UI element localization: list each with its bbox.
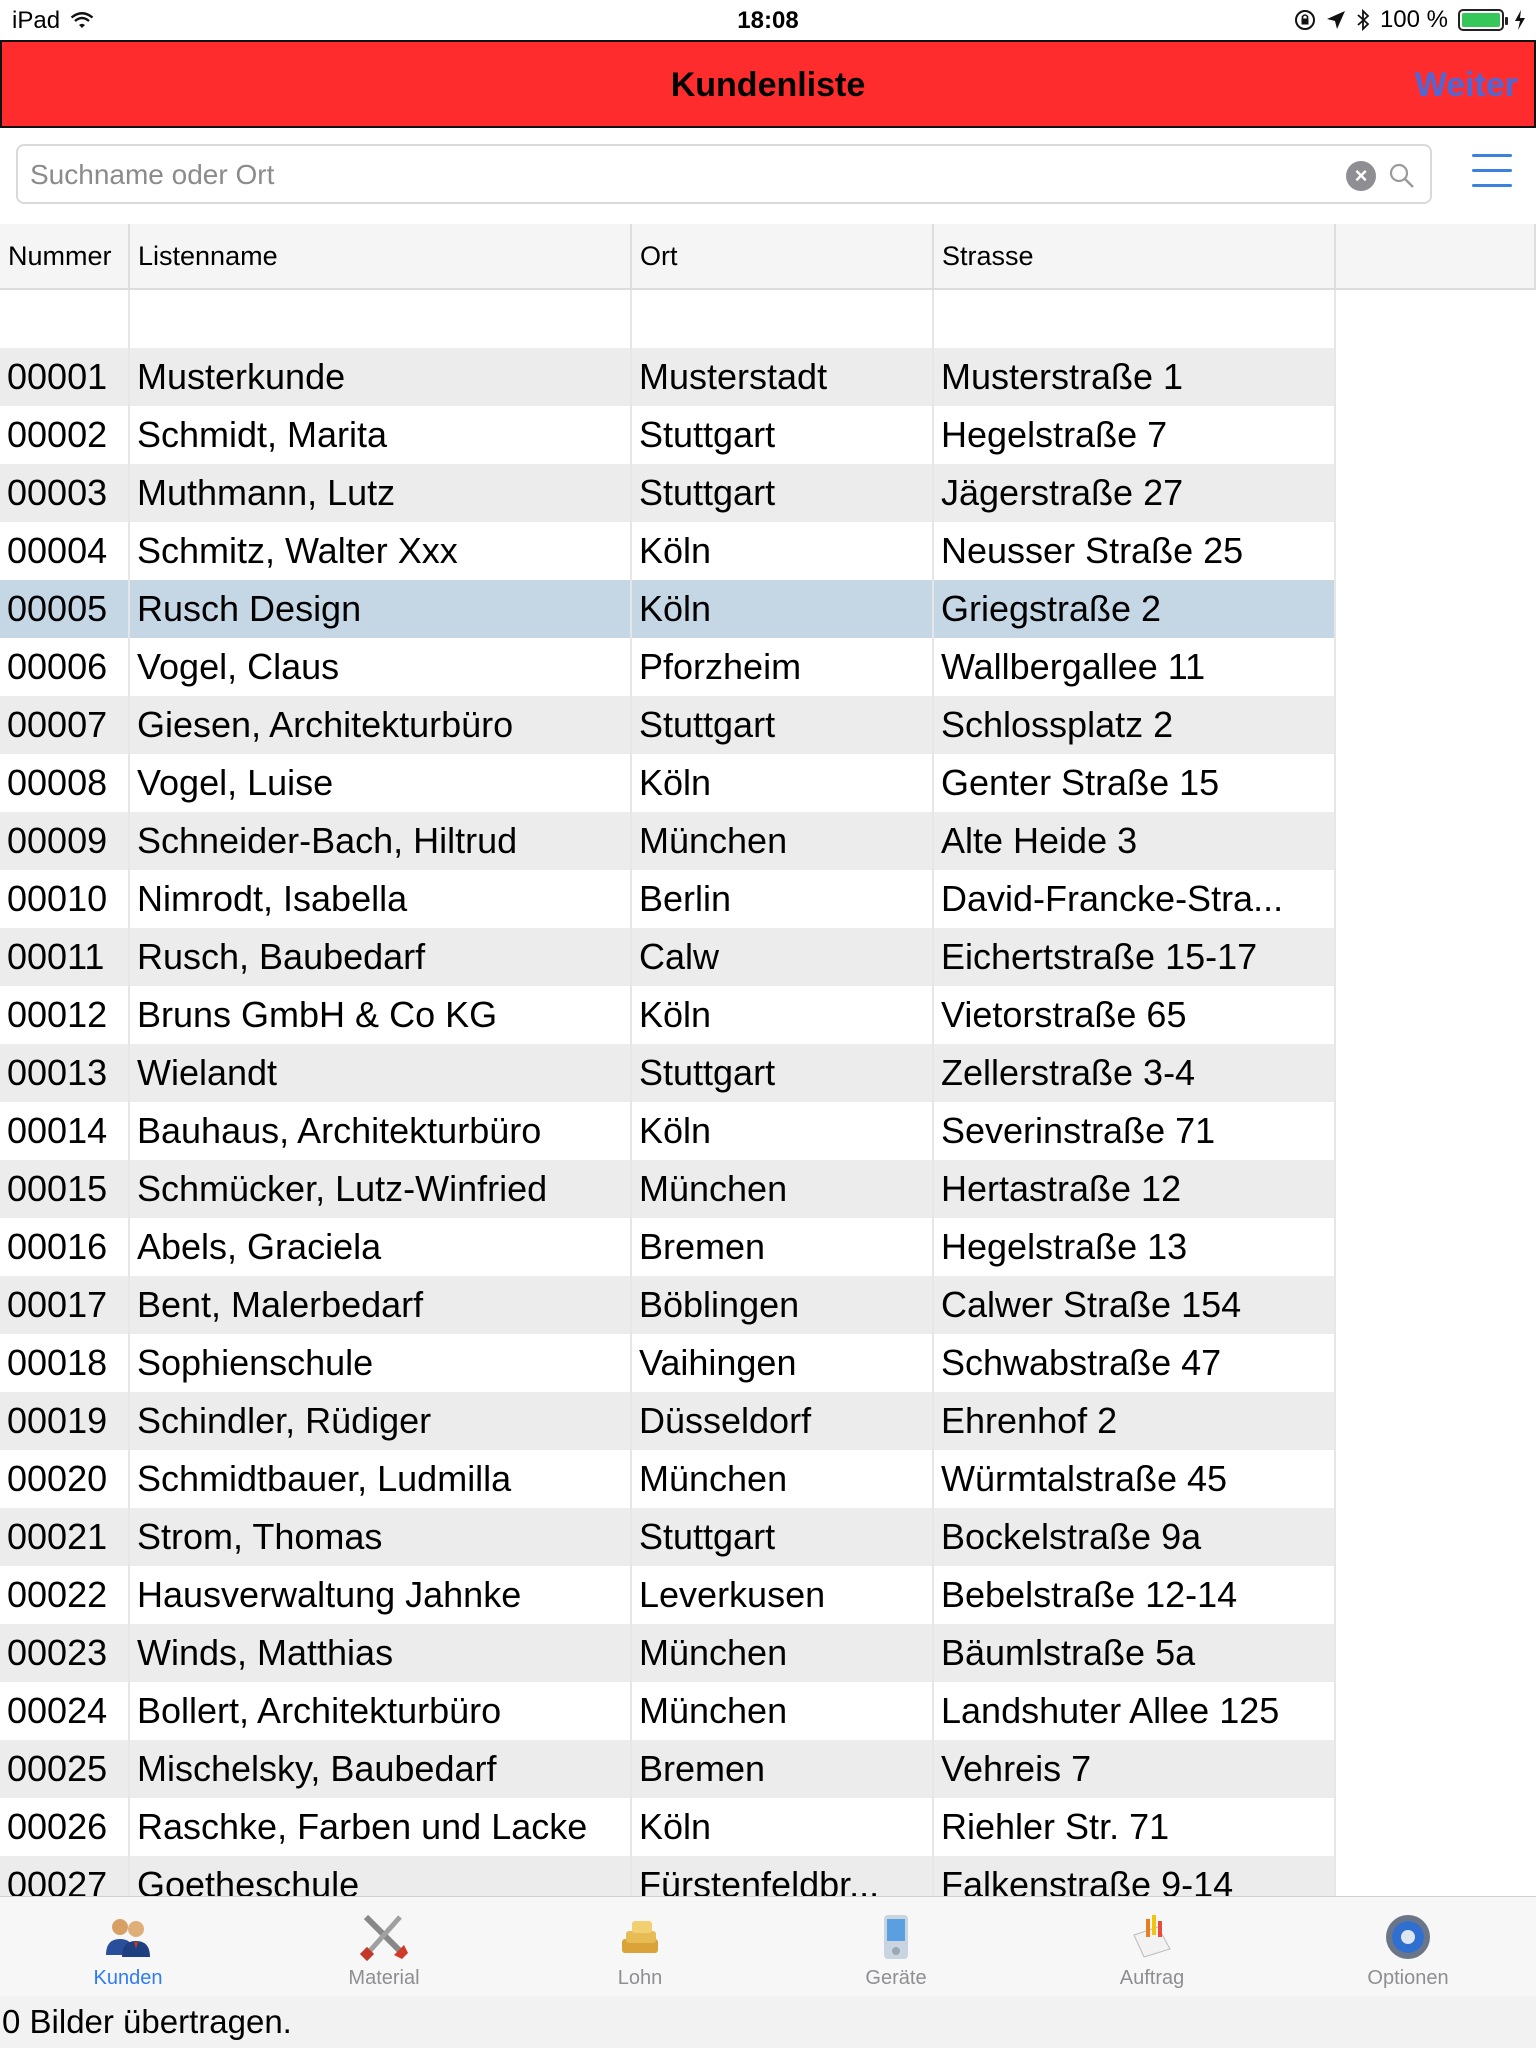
cell-listenname: Bollert, Architekturbüro: [130, 1682, 632, 1740]
cell-nummer: 00008: [0, 754, 130, 812]
cell-listenname: Raschke, Farben und Lacke: [130, 1798, 632, 1856]
header-empty: [1336, 224, 1536, 288]
table-row[interactable]: [0, 522, 1336, 580]
table-row[interactable]: [0, 928, 1336, 986]
cell-strasse: Neusser Straße 25: [934, 522, 1336, 580]
table-row[interactable]: [0, 1450, 1336, 1508]
cell-strasse: Griegstraße 2: [934, 580, 1336, 638]
cell-strasse: Hertastraße 12: [934, 1160, 1336, 1218]
cell-ort: Stuttgart: [632, 696, 934, 754]
table-row[interactable]: [0, 812, 1336, 870]
cell-strasse: Landshuter Allee 125: [934, 1682, 1336, 1740]
cell-nummer: 00006: [0, 638, 130, 696]
tab-label: Kunden: [93, 1967, 163, 1989]
tab-bar: [0, 1896, 1536, 1996]
cell-strasse: Jägerstraße 27: [934, 464, 1336, 522]
device-name: iPad: [12, 7, 61, 34]
device-icon: [868, 1909, 924, 1965]
table-row[interactable]: [0, 580, 1336, 638]
table-row[interactable]: [0, 696, 1336, 754]
cell-strasse: Genter Straße 15: [934, 754, 1336, 812]
cell-strasse: Zellerstraße 3-4: [934, 1044, 1336, 1102]
location-icon: [1326, 10, 1346, 30]
options-icon: [1380, 1909, 1436, 1965]
cell-listenname: Bauhaus, Architekturbüro: [130, 1102, 632, 1160]
order-icon: [1124, 1909, 1180, 1965]
cell-nummer: 00021: [0, 1508, 130, 1566]
cell-strasse: Bebelstraße 12-14: [934, 1566, 1336, 1624]
cell-ort: Stuttgart: [632, 406, 934, 464]
cell-ort: Köln: [632, 986, 934, 1044]
cell-nummer: 00009: [0, 812, 130, 870]
cell-nummer: 00027: [0, 1856, 130, 1896]
status-bar: [0, 0, 1536, 40]
cell-nummer: 00012: [0, 986, 130, 1044]
cell-nummer: 00019: [0, 1392, 130, 1450]
cell-ort: München: [632, 1450, 934, 1508]
tab-material[interactable]: [256, 1897, 512, 1997]
cell-nummer: 00007: [0, 696, 130, 754]
cell-nummer: 00020: [0, 1450, 130, 1508]
cell-ort: Köln: [632, 1798, 934, 1856]
cell-ort: München: [632, 1160, 934, 1218]
table-row[interactable]: [0, 986, 1336, 1044]
cell-listenname: Schindler, Rüdiger: [130, 1392, 632, 1450]
cell-ort: Köln: [632, 522, 934, 580]
cell-ort: Musterstadt: [632, 348, 934, 406]
table-header: [0, 224, 1536, 290]
cell-strasse: Schwabstraße 47: [934, 1334, 1336, 1392]
cell-listenname: Schneider-Bach, Hiltrud: [130, 812, 632, 870]
table-row[interactable]: [0, 1508, 1336, 1566]
table-row[interactable]: [0, 638, 1336, 696]
tab-kunden[interactable]: [0, 1897, 256, 1997]
cell-ort: Köln: [632, 1102, 934, 1160]
cell-nummer: 00004: [0, 522, 130, 580]
table-row[interactable]: [0, 1276, 1336, 1334]
cell-listenname: Rusch, Baubedarf: [130, 928, 632, 986]
search-row: [0, 128, 1536, 224]
cell-listenname: Abels, Graciela: [130, 1218, 632, 1276]
cell-listenname: Giesen, Architekturbüro: [130, 696, 632, 754]
cell-listenname: Rusch Design: [130, 580, 632, 638]
cell-listenname: Musterkunde: [130, 348, 632, 406]
cell-nummer: 00002: [0, 406, 130, 464]
table-row[interactable]: [0, 1160, 1336, 1218]
cell-nummer: 00018: [0, 1334, 130, 1392]
table-row[interactable]: [0, 870, 1336, 928]
cell-ort: Köln: [632, 580, 934, 638]
cell-listenname: Vogel, Luise: [130, 754, 632, 812]
cell-strasse: Bockelstraße 9a: [934, 1508, 1336, 1566]
cell-listenname: Bruns GmbH & Co KG: [130, 986, 632, 1044]
cell-ort: Stuttgart: [632, 1044, 934, 1102]
bluetooth-icon: [1356, 9, 1370, 31]
cell-nummer: 00010: [0, 870, 130, 928]
cell-strasse: Würmtalstraße 45: [934, 1450, 1336, 1508]
cell-ort: München: [632, 1682, 934, 1740]
tab-auftrag[interactable]: [1024, 1897, 1280, 1997]
cell-listenname: Vogel, Claus: [130, 638, 632, 696]
tab-label: Auftrag: [1119, 1967, 1185, 1989]
table-row[interactable]: [0, 1740, 1336, 1798]
cell-nummer: 00014: [0, 1102, 130, 1160]
cell-ort: Leverkusen: [632, 1566, 934, 1624]
table-row[interactable]: [0, 1798, 1336, 1856]
customer-table: [0, 224, 1536, 1896]
cell-strasse: Hegelstraße 13: [934, 1218, 1336, 1276]
cell-strasse: Severinstraße 71: [934, 1102, 1336, 1160]
cell-nummer: 00015: [0, 1160, 130, 1218]
cell-nummer: 00011: [0, 928, 130, 986]
cell-listenname: Muthmann, Lutz: [130, 464, 632, 522]
table-row[interactable]: [0, 406, 1336, 464]
cell-strasse: Hegelstraße 7: [934, 406, 1336, 464]
cell-nummer: 00023: [0, 1624, 130, 1682]
cell-strasse: Schlossplatz 2: [934, 696, 1336, 754]
weiter-button[interactable]: Weiter: [1414, 66, 1518, 104]
footer-status: 0 Bilder übertragen.: [0, 1996, 1536, 2048]
tab-label: Optionen: [1367, 1967, 1449, 1989]
table-row[interactable]: [0, 1624, 1336, 1682]
battery-percent: 100 %: [1379, 6, 1448, 33]
search-input[interactable]: [30, 156, 1330, 194]
cell-strasse: Vehreis 7: [934, 1740, 1336, 1798]
cell-nummer: 00025: [0, 1740, 130, 1798]
navigation-bar: [0, 40, 1536, 128]
tab-geraete[interactable]: [768, 1897, 1024, 1997]
cell-ort: Berlin: [632, 870, 934, 928]
cell-nummer: 00005: [0, 580, 130, 638]
cell-listenname: Schmücker, Lutz-Winfried: [130, 1160, 632, 1218]
cell-listenname: Goetheschule: [130, 1856, 632, 1896]
table-row[interactable]: [0, 1856, 1336, 1896]
cell-nummer: 00024: [0, 1682, 130, 1740]
tab-label: Lohn: [617, 1967, 663, 1989]
cell-ort: München: [632, 1624, 934, 1682]
cell-listenname: Hausverwaltung Jahnke: [130, 1566, 632, 1624]
cell-strasse: David-Francke-Stra...: [934, 870, 1336, 928]
cell-ort: Stuttgart: [632, 1508, 934, 1566]
cell-nummer: 00003: [0, 464, 130, 522]
search-icon[interactable]: [1386, 160, 1418, 192]
menu-icon[interactable]: [1472, 154, 1512, 190]
table-row[interactable]: [0, 1218, 1336, 1276]
cell-listenname: Schmidtbauer, Ludmilla: [130, 1450, 632, 1508]
cell-strasse: Vietorstraße 65: [934, 986, 1336, 1044]
charging-icon: [1514, 9, 1526, 31]
table-row[interactable]: [0, 1102, 1336, 1160]
tools-icon: [356, 1909, 412, 1965]
cell-strasse: Wallbergallee 11: [934, 638, 1336, 696]
status-time: 18:08: [737, 7, 799, 34]
cell-nummer: 00016: [0, 1218, 130, 1276]
cell-listenname: Bent, Malerbedarf: [130, 1276, 632, 1334]
cell-nummer: 00022: [0, 1566, 130, 1624]
table-row[interactable]: [0, 464, 1336, 522]
cell-listenname: Nimrodt, Isabella: [130, 870, 632, 928]
clear-icon[interactable]: ×: [1346, 161, 1376, 191]
cell-ort: Köln: [632, 754, 934, 812]
customers-icon: [100, 1909, 156, 1965]
table-body: [0, 290, 1336, 1896]
table-row[interactable]: [0, 1566, 1336, 1624]
cell-ort: Pforzheim: [632, 638, 934, 696]
cell-nummer: 00001: [0, 348, 130, 406]
table-row[interactable]: [0, 348, 1336, 406]
cell-strasse: Musterstraße 1: [934, 348, 1336, 406]
tab-label: Material: [348, 1967, 420, 1989]
cell-ort: Calw: [632, 928, 934, 986]
cell-listenname: Mischelsky, Baubedarf: [130, 1740, 632, 1798]
cell-ort: Vaihingen: [632, 1334, 934, 1392]
wage-icon: [612, 1909, 668, 1965]
cell-nummer: 00013: [0, 1044, 130, 1102]
cell-listenname: Strom, Thomas: [130, 1508, 632, 1566]
tab-label: Geräte: [865, 1967, 927, 1989]
cell-listenname: Sophienschule: [130, 1334, 632, 1392]
table-row[interactable]: [0, 1044, 1336, 1102]
table-row[interactable]: [0, 1392, 1336, 1450]
cell-listenname: Wielandt: [130, 1044, 632, 1102]
table-row-empty: [0, 290, 1336, 348]
search-box: [16, 144, 1432, 204]
tab-lohn[interactable]: [512, 1897, 768, 1997]
cell-strasse: Alte Heide 3: [934, 812, 1336, 870]
cell-ort: Bremen: [632, 1218, 934, 1276]
cell-ort: Stuttgart: [632, 464, 934, 522]
page-title: Kundenliste: [670, 66, 866, 104]
status-right: [1294, 6, 1526, 34]
cell-strasse: Ehrenhof 2: [934, 1392, 1336, 1450]
cell-ort: München: [632, 812, 934, 870]
tab-optionen[interactable]: [1280, 1897, 1536, 1997]
cell-ort: Bremen: [632, 1740, 934, 1798]
cell-ort: Düsseldorf: [632, 1392, 934, 1450]
cell-listenname: Schmitz, Walter Xxx: [130, 522, 632, 580]
header-ort[interactable]: Ort: [632, 224, 934, 288]
cell-strasse: Eichertstraße 15-17: [934, 928, 1336, 986]
cell-listenname: Schmidt, Marita: [130, 406, 632, 464]
cell-strasse: Bäumlstraße 5a: [934, 1624, 1336, 1682]
table-row[interactable]: [0, 1334, 1336, 1392]
rotation-lock-icon: [1294, 9, 1316, 31]
header-nummer[interactable]: Nummer: [0, 224, 130, 288]
cell-ort: Böblingen: [632, 1276, 934, 1334]
cell-listenname: Winds, Matthias: [130, 1624, 632, 1682]
cell-strasse: Calwer Straße 154: [934, 1276, 1336, 1334]
header-listenname[interactable]: Listenname: [130, 224, 632, 288]
cell-nummer: 00026: [0, 1798, 130, 1856]
cell-strasse: Riehler Str. 71: [934, 1798, 1336, 1856]
table-row[interactable]: [0, 1682, 1336, 1740]
cell-ort: Fürstenfeldbr...: [632, 1856, 934, 1896]
cell-strasse: Falkenstraße 9-14: [934, 1856, 1336, 1896]
table-row[interactable]: [0, 754, 1336, 812]
cell-nummer: 00017: [0, 1276, 130, 1334]
header-strasse[interactable]: Strasse: [934, 224, 1336, 288]
battery-icon: [1458, 9, 1504, 31]
